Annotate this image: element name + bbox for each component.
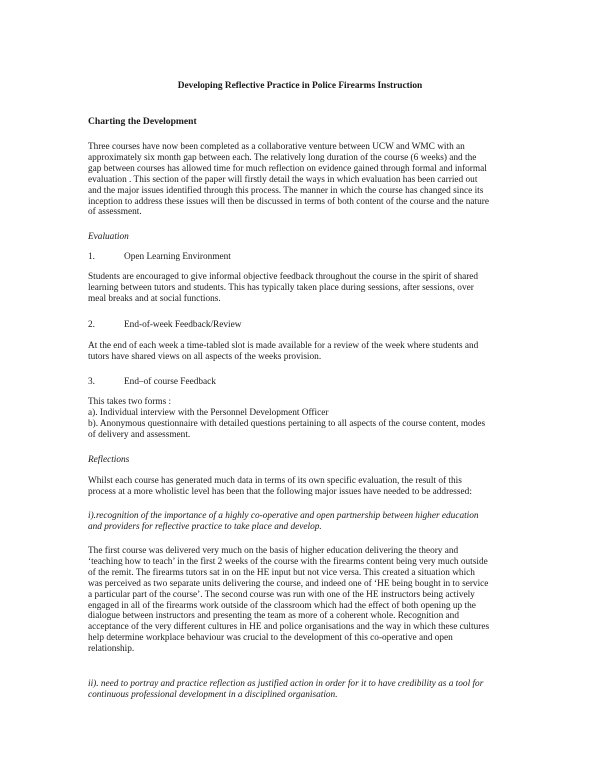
text-line: ‘teaching how to teach’ in the first 2 weeks of the course with the firearms content being very much outside xyxy=(88,556,488,567)
text-line: of delivery and assessment. xyxy=(88,429,191,440)
text-line: learning between tutors and students. This has typically taken place during sessions, after sessions, over xyxy=(88,282,474,293)
text-line: Whilst each course has generated much data in terms of its own specific evaluation, the result of this xyxy=(88,476,462,486)
text-line: and providers for reflective practice to take place and develop. xyxy=(88,521,322,532)
issue-1-statement xyxy=(88,511,518,533)
text-line: of the remit. The firearms tutors sat in on the HE input but not vice versa. This created a situation which xyxy=(88,567,475,578)
item1-paragraph xyxy=(88,272,518,305)
text-line: ii). need to portray and practice reflection as justified action in order for it to have credibility as a tool for xyxy=(88,679,484,689)
item-number: 1. xyxy=(88,252,95,262)
reflections-heading: Reflections xyxy=(88,455,130,465)
evaluation-heading: Evaluation xyxy=(88,232,129,242)
item3-paragraph xyxy=(88,397,518,441)
text-line: The first course was delivered very much on the basis of higher education delivering the theory and xyxy=(88,546,459,556)
text-line: At the end of each week a time-tabled slot is made available for a review of the week where students and xyxy=(88,341,479,351)
text-line: of assessment. xyxy=(88,207,142,218)
issue-1-paragraph xyxy=(88,546,518,655)
text-line: a). Individual interview with the Personnel Development Officer xyxy=(88,407,329,418)
item-number: 3. xyxy=(88,377,95,387)
text-line: meal breaks and at social functions. xyxy=(88,293,221,304)
text-line: relationship. xyxy=(88,644,135,655)
text-line: i).recognition of the importance of a highly co-operative and open partnership between higher education xyxy=(88,511,479,521)
text-line: engaged in all of the firearms work outside of the classroom which had the effect of both opening up the xyxy=(88,600,476,611)
item2-paragraph xyxy=(88,341,518,363)
text-line: This takes two forms : xyxy=(88,397,172,407)
reflections-paragraph xyxy=(88,476,518,498)
text-line: inception to address these issues will then be discussed in terms of both content of the course and the nature xyxy=(88,196,489,207)
text-line: evaluation . This section of the paper will firstly detail the ways in which evaluation has been carried out xyxy=(88,174,478,185)
text-line: approximately six month gap between each. The relatively long duration of the course (6 weeks) and the xyxy=(88,152,477,163)
text-line: was perceived as two separate units delivering the course, and indeed one of ‘HE being bought in to service xyxy=(88,578,489,589)
text-line: dialogue between instructors and presenting the team as more of a coherent whole. Recognition and xyxy=(88,611,459,622)
item-label: End–of course Feedback xyxy=(124,377,216,387)
text-line: and the major issues identified through this process. The manner in which the course has changed since its xyxy=(88,185,484,196)
numbered-item-1 xyxy=(88,252,231,263)
item-label: End-of-week Feedback/Review xyxy=(124,320,242,330)
text-line: process at a more wholistic level has been that the following major issues have needed to be addressed: xyxy=(88,486,472,497)
intro-paragraph xyxy=(88,142,518,218)
item-number: 2. xyxy=(88,320,95,330)
text-line: gap between courses has allowed time for much reflection on evidence gained through formal and informal xyxy=(88,163,487,174)
section-heading: Charting the Development xyxy=(88,116,197,127)
text-line: acceptance of the very different cultures in HE and police organisations and the way in which these cultures xyxy=(88,622,490,633)
document-title: Developing Reflective Practice in Police Firearms Instruction xyxy=(177,81,423,91)
text-line: b). Anonymous questionnaire with detailed questions pertaining to all aspects of the course content, modes xyxy=(88,418,486,429)
issue-2-statement xyxy=(88,679,518,701)
numbered-item-3 xyxy=(88,377,216,388)
item-label: Open Learning Environment xyxy=(124,252,231,262)
text-line: Students are encouraged to give informal objective feedback throughout the course in the spirit of shared xyxy=(88,272,479,282)
text-line: tutors have shared views on all aspects of the weeks provision. xyxy=(88,351,322,362)
numbered-item-2 xyxy=(88,320,241,331)
text-line: help determine workplace behaviour was crucial to the development of this co-operative and open xyxy=(88,633,453,644)
text-line: a particular part of the course’. The second course was run with one of the HE instructors being actively xyxy=(88,589,475,600)
text-line: Three courses have now been completed as a collaborative venture between UCW and WMC with an xyxy=(88,142,465,152)
text-line: continuous professional development in a disciplined organisation. xyxy=(88,689,338,700)
